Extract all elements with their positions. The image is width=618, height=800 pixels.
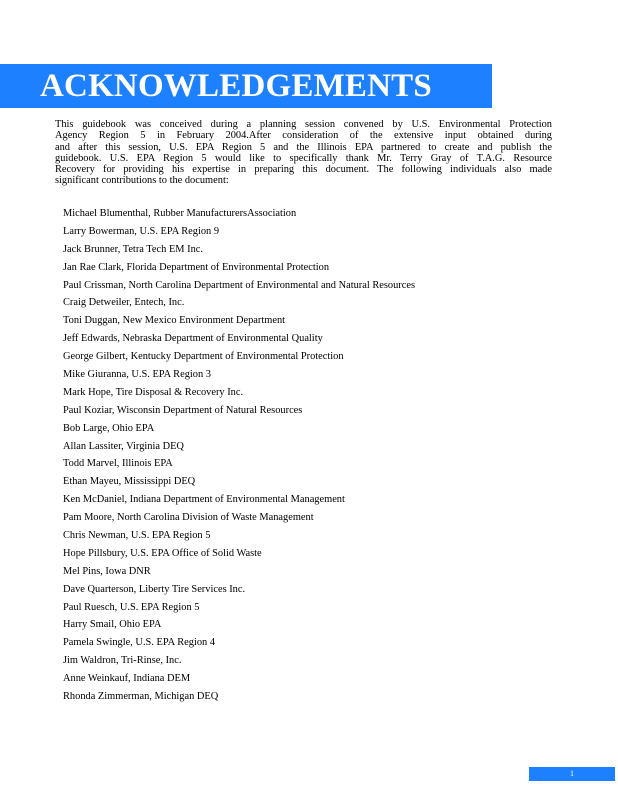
contributor-item: Hope Pillsbury, U.S. EPA Office of Solid Waste	[63, 547, 262, 559]
contributor-item: Rhonda Zimmerman, Michigan DEQ	[63, 691, 219, 703]
contributor-item: Paul Crissman, North Carolina Department of Environmental and Natural Resources	[63, 279, 416, 291]
contributor-item: Pam Moore, North Carolina Division of Waste Management	[63, 512, 314, 524]
contributor-item: Toni Duggan, New Mexico Environment Department	[63, 315, 286, 327]
intro-line: guidebook. U.S. EPA Region 5 would like to specifically thank Mr. Terry Gray of T.A.G. Resource	[55, 152, 552, 164]
contributor-item: Pamela Swingle, U.S. EPA Region 4	[63, 637, 216, 649]
contributor-item: Todd Marvel, Illinois EPA	[63, 458, 173, 470]
intro-line: significant contributions to the document:	[55, 175, 229, 187]
contributor-item: Larry Bowerman, U.S. EPA Region 9	[63, 225, 220, 237]
contributor-item: Jim Waldron, Tri-Rinse, Inc.	[63, 655, 182, 667]
contributor-item: Mike Giuranna, U.S. EPA Region 3	[63, 369, 211, 381]
contributor-item: Bob Large, Ohio EPA	[63, 422, 155, 434]
intro-line: This guidebook was conceived during a planning session convened by U.S. Environmental Protection	[55, 119, 552, 130]
contributor-item: Mel Pins, Iowa DNR	[63, 565, 151, 577]
contributor-item: Michael Blumenthal, Rubber ManufacturersAssociation	[63, 208, 297, 219]
contributor-item: Ken McDaniel, Indiana Department of Environmental Management	[63, 494, 345, 506]
intro-line: and after this session, U.S. EPA Region 5 and the Illinois EPA partnered to create and publish the	[55, 141, 552, 153]
title-banner	[0, 64, 492, 108]
contributor-item: George Gilbert, Kentucky Department of Environmental Protection	[63, 351, 344, 363]
contributor-item: Jeff Edwards, Nebraska Department of Environmental Quality	[63, 333, 323, 345]
contributor-list	[63, 208, 415, 709]
intro-line: Recovery for providing his expertise in preparing this document. The following individuals also made	[55, 164, 552, 176]
contributor-item: Dave Quarterson, Liberty Tire Services Inc.	[63, 583, 246, 595]
contributor-item: Mark Hope, Tire Disposal & Recovery Inc.	[63, 386, 244, 398]
contributor-item: Jack Brunner, Tetra Tech EM Inc.	[63, 243, 203, 255]
contributor-item: Jan Rae Clark, Florida Department of Environmental Protection	[63, 261, 330, 273]
intro-paragraph	[55, 119, 552, 187]
contributor-item: Allan Lassiter, Virginia DEQ	[63, 440, 184, 452]
contributor-item: Paul Koziar, Wisconsin Department of Natural Resources	[63, 404, 303, 416]
contributor-item: Harry Smail, Ohio EPA	[63, 619, 162, 631]
contributor-item: Chris Newman, U.S. EPA Region 5	[63, 530, 211, 542]
page-title: ACKNOWLEDGEMENTS	[40, 68, 432, 104]
contributor-item: Paul Ruesch, U.S. EPA Region 5	[63, 601, 200, 613]
contributor-item: Anne Weinkauf, Indiana DEM	[63, 673, 191, 685]
page-number: 1	[529, 767, 615, 781]
contributor-item: Craig Detweiler, Entech, Inc.	[63, 297, 185, 309]
contributor-item: Ethan Mayeu, Mississippi DEQ	[63, 476, 196, 488]
intro-line: Agency Region 5 in February 2004.After consideration of the extensive input obtained during	[55, 130, 552, 142]
